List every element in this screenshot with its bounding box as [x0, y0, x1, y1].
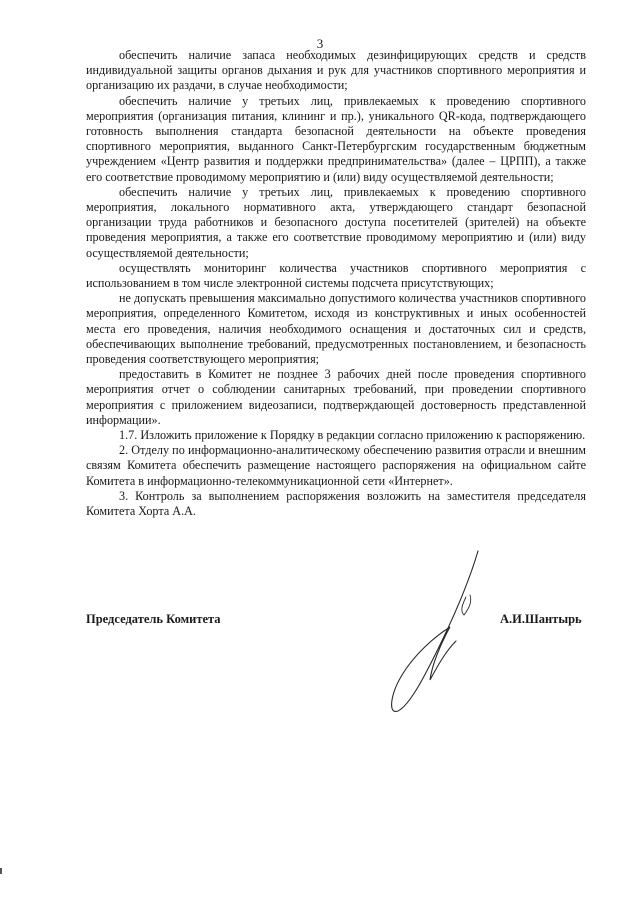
paragraph-capacity-limit: не допускать превышения максимально допустимого количества участников спортивного мероприятия, определенного Комитетом, исходя из конструктивных и иных особенностей места его проведения, наличия необходимого оснащения и достаточных сил и средств, обеспечивающих выполнение требований, предусмотренных постановлением, и безопасность проведения соответствующего мероприятия;	[86, 291, 586, 367]
page-number: 3	[316, 36, 324, 51]
paragraph-qr-code: обеспечить наличие у третьих лиц, привлекаемых к проведению спортивного мероприятия (организация питания, клининг и пр.), уникального QR-кода, подтверждающего готовность выполнения стандарта безопасной деятельности на объекте проведения спортивного мероприятия, выданного Санкт-Петербургским государственным бюджетным учреждением «Центр развития и поддержки предпринимательства» (далее – ЦРПП), а также его соответствие проводимому мероприятию и (или) виду осуществляемой деятельности;	[86, 93, 586, 184]
document-body	[86, 48, 586, 519]
signatory-title: Председатель Комитета	[86, 612, 221, 626]
paragraph-3: 3. Контроль за выполнением распоряжения возложить на заместителя председателя Комитета Хорта А.А.	[86, 488, 586, 519]
paragraph-2: 2. Отделу по информационно-аналитическому обеспечению развития отрасли и внешним связям Комитета обеспечить размещение настоящего распоряжения на официальном сайте Комитета в информационно-телекоммуникационной сети «Интернет».	[86, 443, 586, 488]
paragraph-monitoring: осуществлять мониторинг количества участников спортивного мероприятия с использованием в том числе электронной системы подсчета присутствующих;	[86, 260, 586, 291]
paragraph-1-7: 1.7. Изложить приложение к Порядку в редакции согласно приложению к распоряжению.	[119, 428, 586, 443]
scan-artifact	[0, 868, 2, 874]
paragraph-report: предоставить в Комитет не позднее 3 рабочих дней после проведения спортивного мероприятия отчет о соблюдении санитарных требований, при проведении спортивного мероприятия с приложением видеозаписи, подтверждающей достоверность представленной информации».	[86, 367, 586, 427]
paragraph-disinfectants: обеспечить наличие запаса необходимых дезинфицирующих средств и средств индивидуальной защиты органов дыхания и рук для участников спортивного мероприятия и организацию их раздачи, в случае необходимости;	[86, 48, 586, 93]
signatory-name: А.И.Шантырь	[500, 612, 582, 626]
handwritten-signature	[380, 545, 500, 720]
paragraph-local-act: обеспечить наличие у третьих лиц, привлекаемых к проведению спортивного мероприятия, локального нормативного акта, утверждающего стандарт безопасной организации труда работников и безопасного доступа посетителей (зрителей) на объекте проведения мероприятия, а также его соответствие проводимому мероприятию и (или) виду осуществляемой деятельности;	[86, 184, 586, 260]
